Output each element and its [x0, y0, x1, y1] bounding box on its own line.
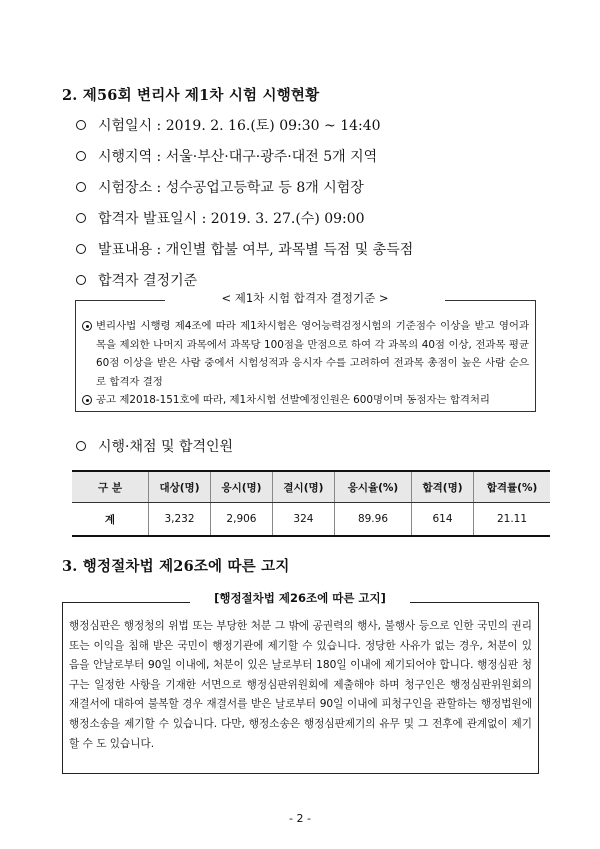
bullet-text: 시험장소 : 성수공업고등학교 등 8개 시험장	[98, 180, 364, 196]
circle-bullet-icon	[76, 213, 86, 223]
bullet-text: 합격자 발표일시 : 2019. 3. 27.(수) 09:00	[98, 211, 365, 227]
circled-dot-icon	[82, 321, 92, 331]
bullet-text: 시험일시 : 2019. 2. 16.(토) 09:30 ~ 14:40	[98, 118, 381, 134]
table-header: 응시율(%)	[334, 471, 411, 503]
criteria-text: 변리사법 시행령 제4조에 따라 제1차시험은 영어능력검정시험의 기준점수 이상을 받고 영어과목을 제외한 나머지 과목에서 과목당 100점을 만점으로 하여 각 과목의 40점 이상, 전과목 평균 60점 이상을 받은 사람 중에서 시험성적과 응시자 수를 고려하여 전과목 총점이 높은 사람 순으로 합격자 결정	[96, 320, 529, 388]
bullet-exam-date	[76, 115, 381, 135]
bullet-text: 시행지역 : 서울·부산·대구·광주·대전 5개 지역	[98, 149, 378, 165]
bullet-exam-venue	[76, 177, 364, 197]
notice-box	[62, 602, 539, 774]
notice-text: 행정심판은 행정청의 위법 또는 부당한 처분 그 밖에 공권력의 행사, 불행사 등으로 인한 국민의 권리 또는 이익을 침해 받은 국민이 행정기관에 제기할 수 있습니다. 정당한 사유가 없는 경우, 처분이 있음을 안날로부터 90일 이내에, 처분이 있은 날로부터 180일 이내에 제기되어야 합니다. 행정심판 청구는 일정한 사항을 기재한 서면으로 행정심판위원회에 제출해야 하며 청구인은 행정심판위원회의 재결서에 대하여 불복할 경우 재결서를 받은 날로부터 90일 이내에 피청구인을 관할하는 행정법원에 행정소송을 제기할 수 있습니다. 다만, 행정소송은 행정심판제기의 유무 및 그 전후에 관계없이 제기할 수 도 있습니다.	[69, 620, 532, 750]
page-number: - 2 -	[289, 812, 311, 825]
table-cell: 324	[272, 503, 334, 537]
bullet-announcement-date	[76, 208, 365, 228]
circle-bullet-icon	[76, 441, 86, 451]
criteria-text: 공고 제2018-151호에 따라, 제1차시험 선발예정인원은 600명이며 동점자는 합격처리	[96, 394, 490, 406]
section-3-title: 3. 행정절차법 제26조에 따른 고지	[62, 558, 290, 575]
table-cell: 614	[412, 503, 474, 537]
table-header-row	[72, 471, 550, 503]
circled-dot-icon	[82, 395, 92, 405]
table-cell: 21.11	[474, 503, 550, 537]
table-cell: 2,906	[210, 503, 272, 537]
bullet-stats	[76, 436, 233, 456]
criteria-item	[82, 317, 529, 391]
table-header: 합격(명)	[412, 471, 474, 503]
bullet-exam-region	[76, 146, 377, 166]
bullet-announcement-content	[76, 239, 413, 259]
bullet-text: 합격자 결정기준	[98, 273, 198, 289]
bullet-text: 시행·채점 및 합격인원	[98, 439, 234, 455]
criteria-item	[82, 391, 529, 410]
circle-bullet-icon	[76, 182, 86, 192]
table-header: 구 분	[72, 471, 149, 503]
criteria-box-title: < 제1차 시험 합격자 결정기준 >	[165, 290, 445, 306]
bullet-text: 발표내용 : 개인별 합불 여부, 과목별 득점 및 총득점	[98, 242, 414, 258]
circle-bullet-icon	[76, 275, 86, 285]
section-2-title: 2. 제56회 변리사 제1차 시험 시행현황	[62, 87, 320, 104]
circle-bullet-icon	[76, 120, 86, 130]
criteria-box	[75, 300, 536, 412]
table-row	[72, 503, 550, 537]
table-cell: 3,232	[149, 503, 211, 537]
stats-table	[72, 470, 550, 537]
circle-bullet-icon	[76, 244, 86, 254]
table-cell: 89.96	[334, 503, 411, 537]
table-header: 결시(명)	[272, 471, 334, 503]
table-header: 응시(명)	[210, 471, 272, 503]
table-header: 대상(명)	[149, 471, 211, 503]
notice-box-title: [행정절차법 제26조에 따른 고지]	[190, 590, 410, 606]
table-cell: 계	[72, 503, 149, 537]
table-header: 합격률(%)	[474, 471, 550, 503]
bullet-pass-criteria	[76, 270, 197, 290]
circle-bullet-icon	[76, 151, 86, 161]
